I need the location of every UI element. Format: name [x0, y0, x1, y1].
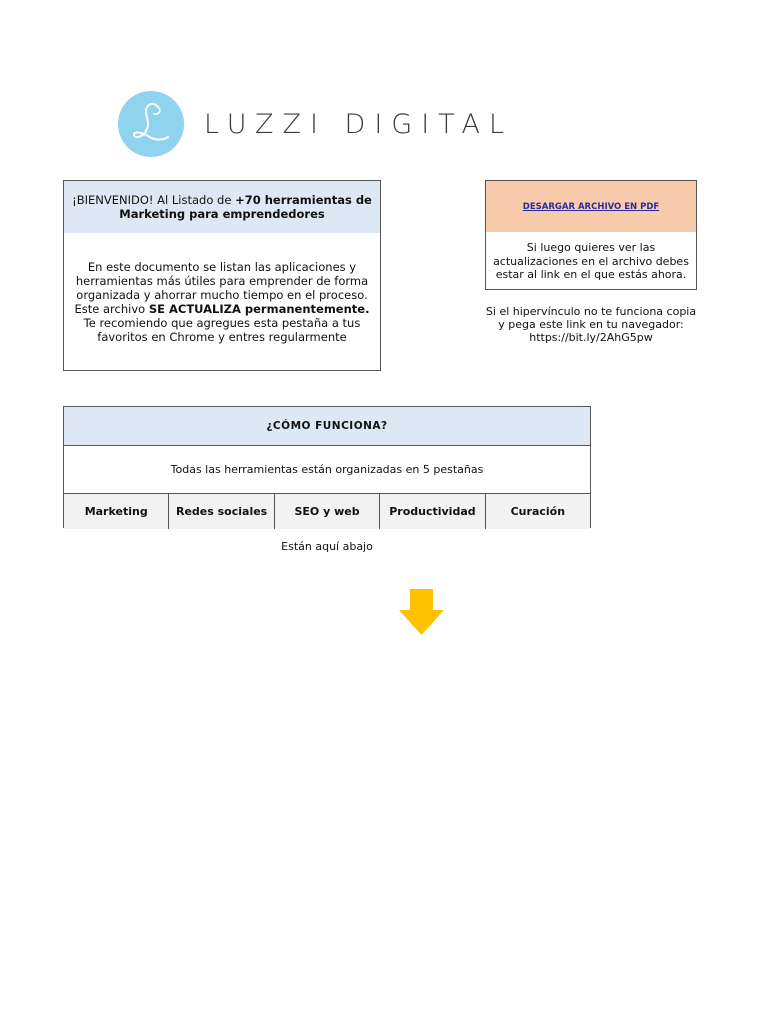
hyperlink-note [485, 305, 697, 344]
tab-redes-sociales[interactable]: Redes sociales [169, 494, 274, 529]
luzzi-logo-mark-icon [118, 91, 184, 157]
download-pdf-link[interactable]: DESARGAR ARCHIVO EN PDF [522, 201, 660, 212]
welcome-body-highlight: SE ACTUALIZA permanentemente. [148, 302, 370, 316]
welcome-header-highlight: +70 herramientas de Marketing para emprendedores [119, 193, 372, 221]
tab-curacion[interactable]: Curación [486, 494, 590, 529]
logo [118, 91, 513, 157]
welcome-body-intro: En este documento se listan las aplicaciones y herramientas más útiles para emprender de forma organizada y ahorrar mucho tiempo en el proceso. Este archivo [74, 260, 369, 316]
welcome-header [64, 181, 380, 233]
tab-list [64, 493, 590, 529]
how-it-works-title: ¿CÓMO FUNCIONA? [64, 407, 590, 445]
welcome-body [64, 233, 380, 344]
tabs-location-caption: Están aquí abajo [281, 540, 373, 553]
short-url: https://bit.ly/2AhG5pw [529, 331, 653, 344]
welcome-header-intro: ¡BIENVENIDO! Al Listado de [72, 193, 236, 207]
hyperlink-note-text: Si el hipervínculo no te funciona copia y pega este link en tu navegador: [485, 305, 697, 331]
brand-name: LUZZI DIGITAL [204, 108, 514, 140]
welcome-box [63, 180, 381, 371]
welcome-body-outro: Te recomiendo que agregues esta pestaña a tus favoritos en Chrome y entres regularmente [83, 316, 361, 344]
tab-productividad[interactable]: Productividad [380, 494, 485, 529]
how-it-works-description: Todas las herramientas están organizadas en 5 pestañas [64, 445, 590, 493]
tab-seo-y-web[interactable]: SEO y web [275, 494, 380, 529]
download-note: Si luego quieres ver las actualizaciones en el archivo debes estar al link en el que estás ahora. [493, 241, 689, 281]
how-it-works-box [63, 406, 591, 528]
down-arrow-icon [399, 589, 444, 635]
download-box [485, 180, 697, 290]
tab-marketing[interactable]: Marketing [64, 494, 169, 529]
download-header [486, 181, 696, 232]
